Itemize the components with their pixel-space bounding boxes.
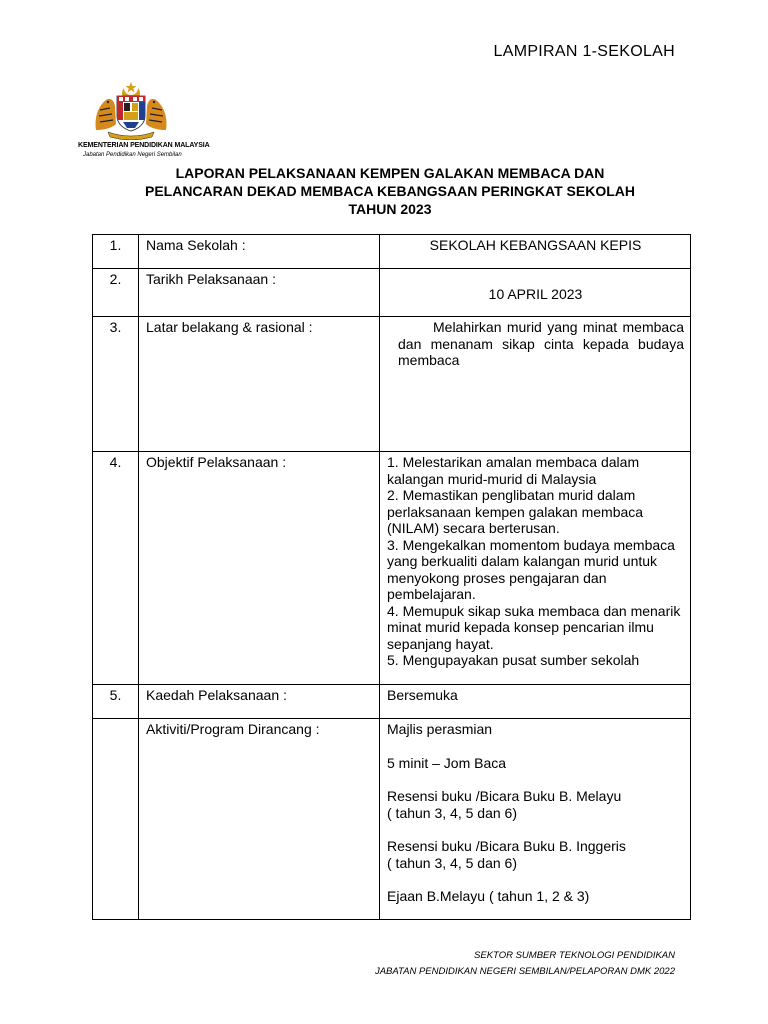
table-row: [93, 269, 691, 317]
activity-item: ( tahun 3, 4, 5 dan 6): [387, 854, 517, 871]
row-number: 4.: [93, 452, 139, 685]
objective-item: 3. Mengekalkan momentom budaya membaca yang berkualiti dalam kalangan murid untuk menyokong proses pengajaran dan pembelajaran.: [387, 536, 675, 602]
row-number: 1.: [93, 235, 139, 269]
date-value: 10 APRIL 2023: [380, 269, 691, 317]
activity-item: Resensi buku /Bicara Buku B. Melayu: [387, 788, 622, 804]
table-row: [93, 235, 691, 269]
row-label: Nama Sekolah :: [139, 235, 380, 269]
row-label: Aktiviti/Program Dirancang :: [139, 719, 380, 920]
school-name-value: SEKOLAH KEBANGSAAN KEPIS: [380, 235, 691, 269]
table-row: [93, 685, 691, 719]
objectives-list: [380, 452, 691, 685]
footer-department: JABATAN PENDIDIKAN NEGERI SEMBILAN/PELAPORAN DMK 2022: [374, 966, 675, 977]
activity-item: Ejaan B.Melayu ( tahun 1, 2 & 3): [387, 888, 590, 904]
table-row: [93, 317, 691, 452]
objective-item: 1. Melestarikan amalan membaca dalam kalangan murid-murid di Malaysia: [387, 454, 640, 487]
activities-list: [380, 719, 691, 920]
activity-item: ( tahun 3, 4, 5 dan 6): [387, 804, 517, 821]
activity-item: Resensi buku /Bicara Buku B. Inggeris: [387, 838, 626, 854]
report-title-line: PELANCARAN DEKAD MEMBACA KEBANGSAAN PERINGKAT SEKOLAH: [144, 183, 635, 199]
activity-item: Majlis perasmian: [387, 721, 493, 737]
objective-item: 5. Mengupayakan pusat sumber sekolah: [387, 652, 640, 668]
row-number: 5.: [93, 685, 139, 719]
coat-of-arms-logo: [88, 80, 174, 140]
row-label: Latar belakang & rasional :: [139, 317, 380, 452]
row-label: Kaedah Pelaksanaan :: [139, 685, 380, 719]
activity-item: 5 minit – Jom Baca: [387, 754, 507, 771]
objective-item: 4. Memupuk sikap suka membaca dan menarik minat murid kepada konsep pencarian ilmu sepanjang hayat.: [387, 602, 681, 652]
footer-sector: SEKTOR SUMBER TEKNOLOGI PENDIDIKAN: [474, 950, 675, 961]
report-title: [90, 164, 690, 218]
objective-item: 2. Memastikan penglibatan murid dalam perlaksanaan kempen galakan membaca (NILAM) secara berterusan.: [387, 487, 644, 536]
row-number: [93, 719, 139, 920]
row-label: Tarikh Pelaksanaan :: [139, 269, 380, 317]
row-number: 3.: [93, 317, 139, 452]
attachment-label: LAMPIRAN 1-SEKOLAH: [493, 43, 675, 60]
ministry-name: KEMENTERIAN PENDIDIKAN MALAYSIA: [78, 142, 210, 149]
department-name: Jabatan Pendidikan Negeri Sembilan: [83, 152, 182, 158]
table-row: [93, 452, 691, 685]
row-number: 2.: [93, 269, 139, 317]
table-row: [93, 719, 691, 920]
row-label: Objektif Pelaksanaan :: [139, 452, 380, 685]
report-table: [92, 234, 691, 920]
report-title-line: TAHUN 2023: [348, 201, 432, 217]
background-value: Melahirkan murid yang minat membaca dan menanam sikap cinta kepada budaya membaca: [398, 319, 684, 368]
method-value: Bersemuka: [380, 685, 691, 719]
report-title-line: LAPORAN PELAKSANAAN KEMPEN GALAKAN MEMBACA DAN: [175, 165, 605, 181]
